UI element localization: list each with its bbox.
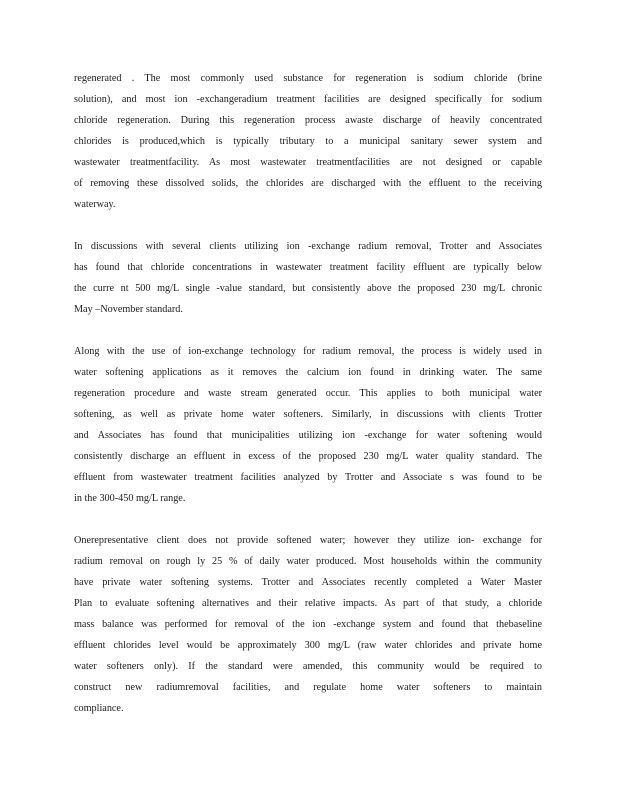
text-line: consistently discharge an effluent in excess of the proposed 230 mg/L water quality standard. The	[74, 451, 542, 462]
text-line: the curre nt 500 mg/L single -value standard, but consistently above the proposed 230 mg/L chronic	[74, 283, 542, 294]
text-line: May –November standard.	[74, 304, 183, 315]
text-line: of removing these dissolved solids, the chlorides are discharged with the effluent to the receiving	[74, 178, 542, 189]
text-line: solution), and most ion -exchangeradium treatment facilities are designed specifically for sodium	[74, 94, 542, 105]
text-line: Plan to evaluate softening alternatives and their relative impacts. As part of that study, a chloride	[74, 598, 542, 609]
text-line: regeneration procedure and waste stream generated occur. This applies to both municipal water	[74, 388, 542, 399]
text-line: compliance.	[74, 703, 124, 714]
text-line: Onerepresentative client does not provide softened water; however they utilize ion- exchange for	[74, 535, 542, 546]
text-line: softening, as well as private home water softeners. Similarly, in discussions with clients Trotter	[74, 409, 542, 420]
paragraph-brine-regeneration	[74, 68, 542, 215]
text-line: construct new radiumremoval facilities, and regulate home water softeners to maintain	[74, 682, 542, 693]
text-line: effluent from wastewater treatment facilities analyzed by Trotter and Associate s was found to be	[74, 472, 542, 483]
text-line: effluent chlorides level would be approximately 300 mg/L (raw water chlorides and private home	[74, 640, 542, 651]
text-line: chloride regeneration. During this regeneration process awaste discharge of heavily concentrated	[74, 115, 542, 126]
paragraph-representative-client	[74, 530, 542, 719]
text-line: mass balance was performed for removal of the ion -exchange system and found that thebaseline	[74, 619, 542, 630]
text-line: chlorides is produced,which is typically tributary to a municipal sanitary sewer system and	[74, 136, 542, 147]
text-line: radium removal on rough ly 25 % of daily water produced. Most households within the community	[74, 556, 542, 567]
text-line: Along with the use of ion-exchange technology for radium removal, the process is widely used in	[74, 346, 542, 357]
text-line: have private water softening systems. Trotter and Associates recently completed a Water Master	[74, 577, 542, 588]
text-line: in the 300-450 mg/L range.	[74, 493, 186, 504]
text-line: waterway.	[74, 199, 116, 210]
paragraph-water-softening	[74, 341, 542, 509]
text-line: wastewater treatmentfacility. As most wastewater treatmentfacilities are not designed or capable	[74, 157, 542, 168]
paragraph-client-discussions	[74, 236, 542, 320]
text-line: and Associates has found that municipalities utilizing ion -exchange for water softening would	[74, 430, 542, 441]
text-line: water softeners only). If the standard were amended, this community would be required to	[74, 661, 542, 672]
text-line: has found that chloride concentrations in wastewater treatment facility effluent are typically below	[74, 262, 542, 273]
text-line: In discussions with several clients utilizing ion -exchange radium removal, Trotter and Associates	[74, 241, 542, 252]
text-line: regenerated . The most commonly used substance for regeneration is sodium chloride (brine	[74, 73, 542, 84]
text-line: water softening applications as it removes the calcium ion found in drinking water. The same	[74, 367, 542, 378]
